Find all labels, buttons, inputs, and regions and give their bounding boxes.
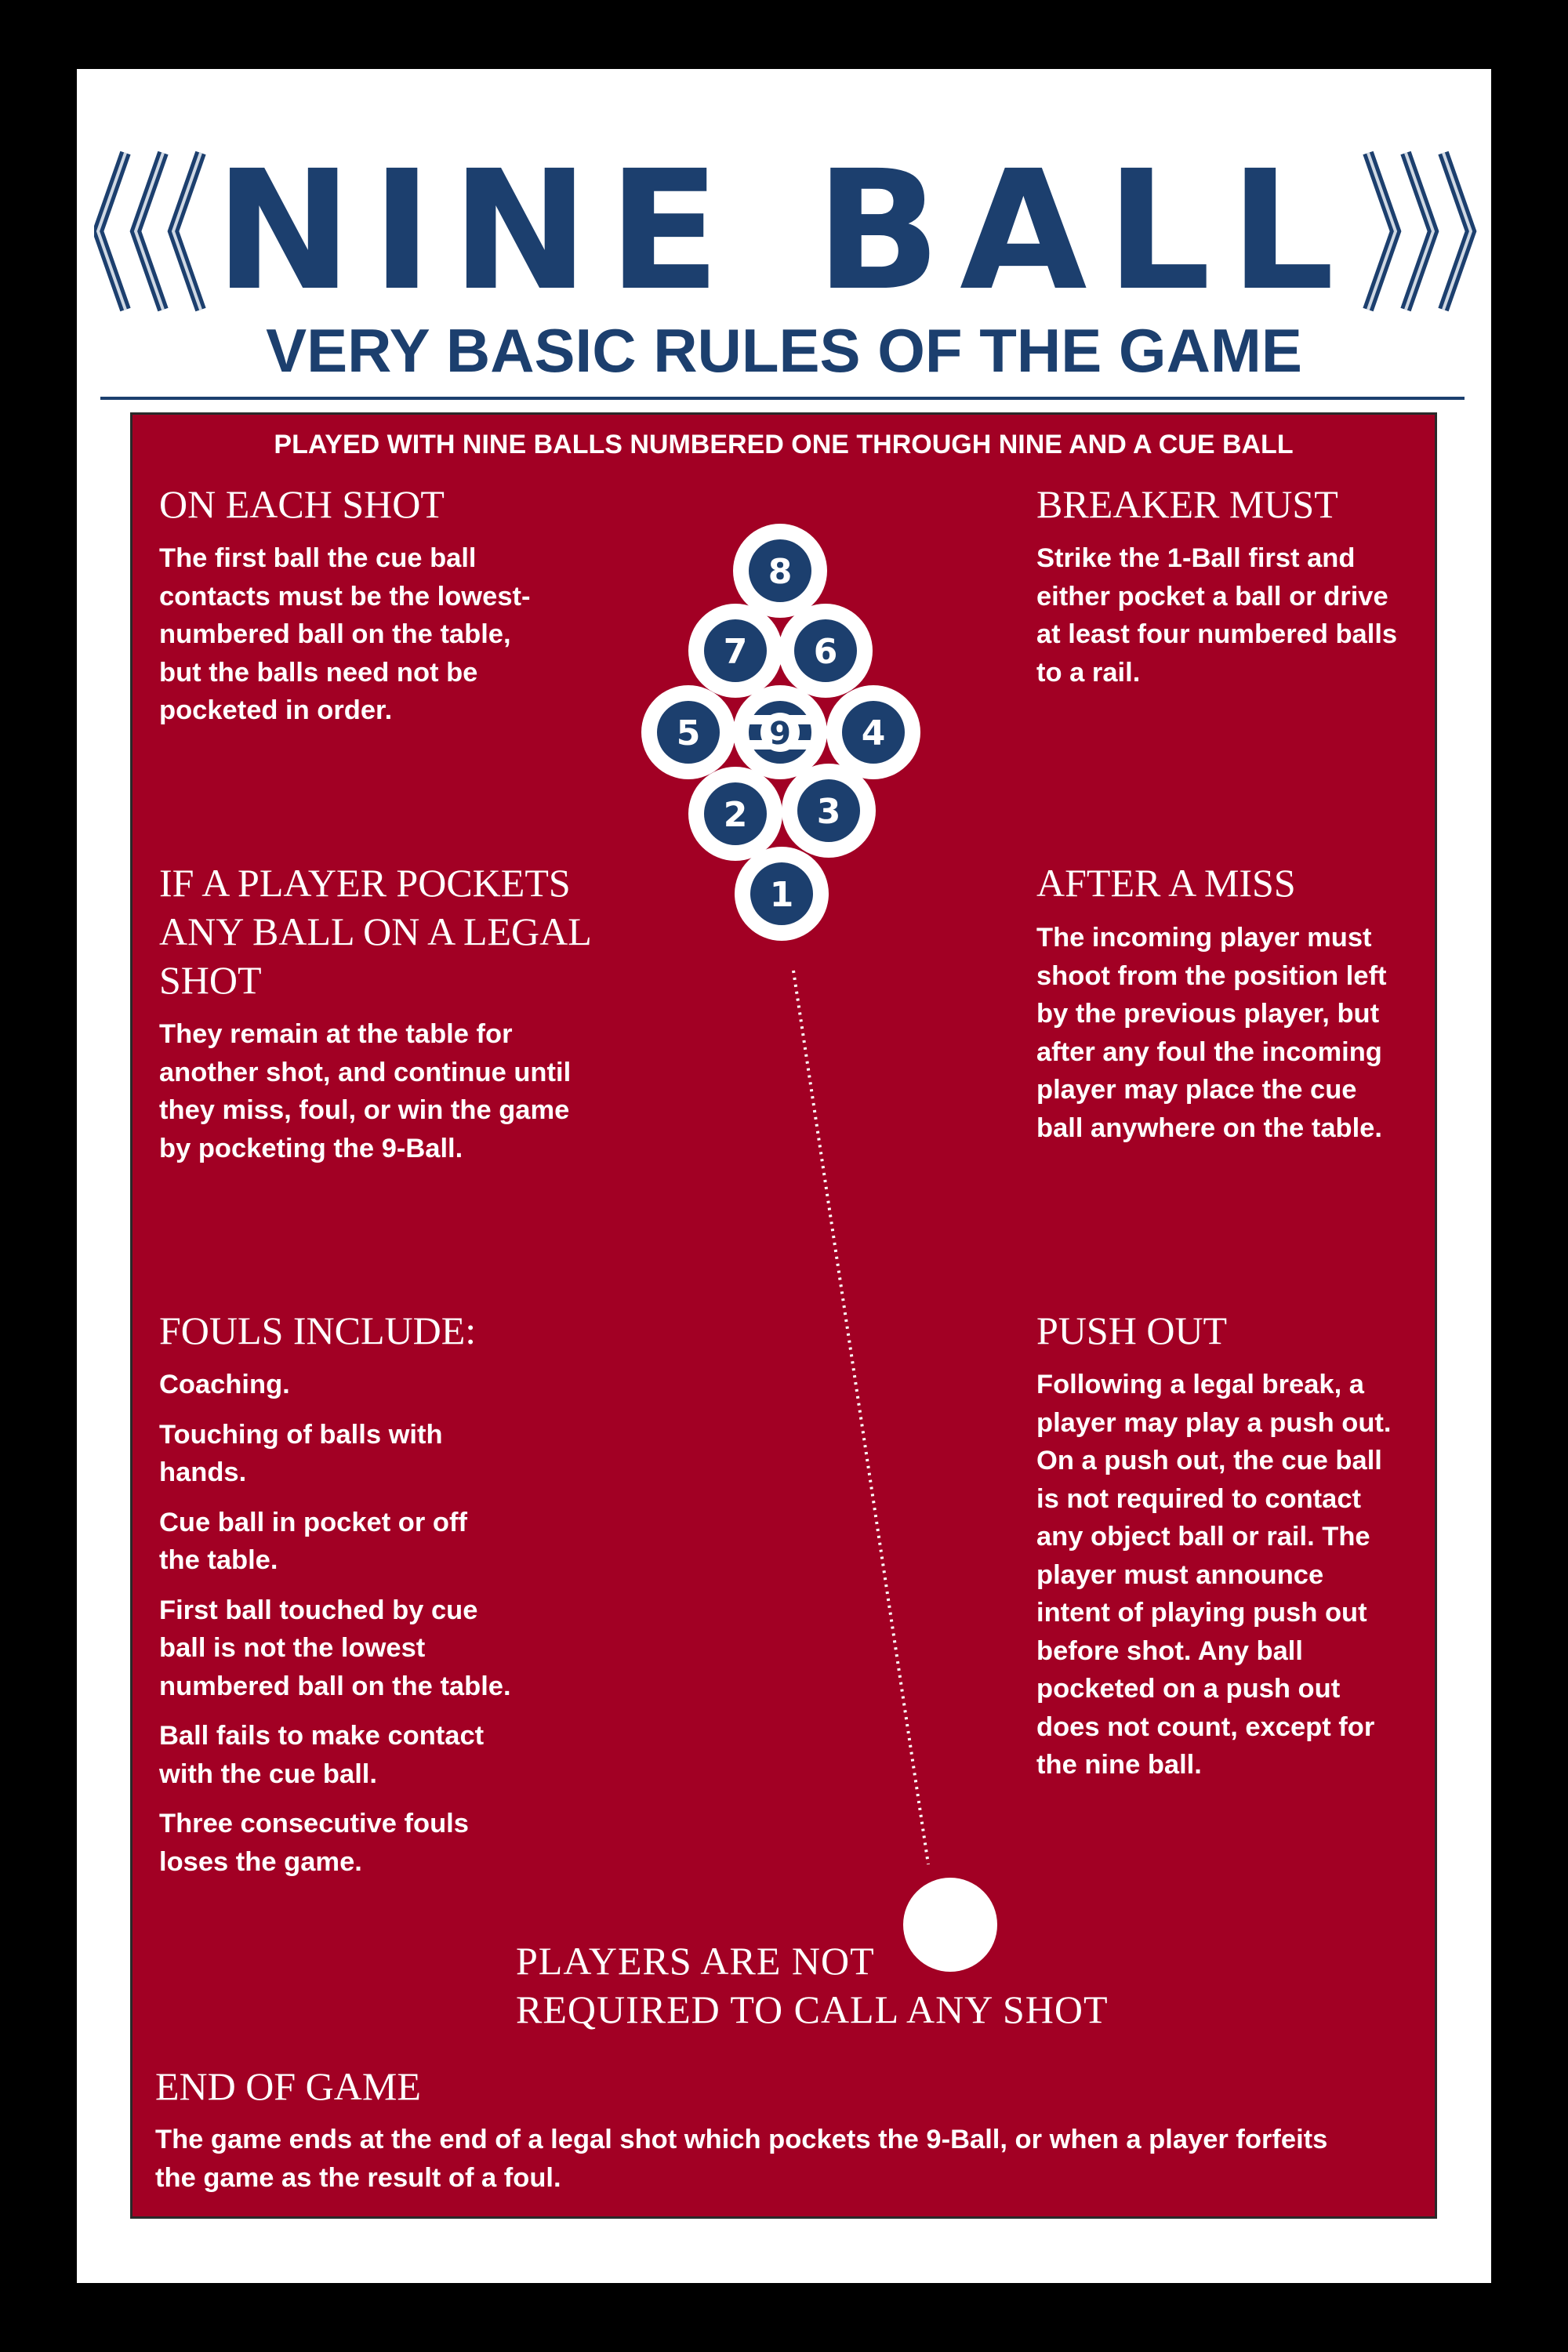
text-line: Ball fails to make contact <box>159 1721 485 1751</box>
rules-banner: PLAYED WITH NINE BALLS NUMBERED ONE THROUGH NINE AND A CUE BALL <box>274 430 1294 459</box>
section-heading-end-of-game: END OF GAME <box>155 2064 421 2108</box>
text-line: ball is not the lowest <box>159 1633 426 1663</box>
ball-2 <box>688 767 782 861</box>
text-line: First ball touched by cue <box>159 1595 478 1625</box>
page-title: NINE BALL <box>214 135 1354 327</box>
section-heading-breaker-must: BREAKER MUST <box>1036 482 1338 526</box>
ball-6 <box>779 604 873 698</box>
text-line: The game ends at the end of a legal shot which pockets the 9-Ball, or when a player forfeits <box>155 2125 1328 2154</box>
heading-line: IF A PLAYER POCKETS <box>159 861 571 905</box>
text-line: either pocket a ball or drive <box>1036 581 1388 612</box>
ball-number: 8 <box>768 552 793 592</box>
ball-number: 4 <box>861 713 886 753</box>
ball-number: 7 <box>723 632 748 672</box>
section-heading-fouls: FOULS INCLUDE: <box>159 1308 477 1352</box>
ball-number: 1 <box>769 875 794 915</box>
ball-5 <box>641 685 735 779</box>
ball-number: 6 <box>813 632 838 672</box>
heading-line: SHOT <box>159 958 262 1002</box>
ball-1 <box>735 847 829 941</box>
text-line: On a push out, the cue ball <box>1036 1446 1382 1475</box>
text-line: Following a legal break, a <box>1036 1370 1364 1399</box>
text-line: pocketed in order. <box>159 695 393 725</box>
text-line: the nine ball. <box>1036 1750 1202 1780</box>
text-line: Touching of balls with <box>159 1419 443 1450</box>
ball-number: 9 <box>769 716 791 752</box>
section-heading-after-miss: AFTER A MISS <box>1036 861 1296 905</box>
aim-line <box>793 971 928 1864</box>
text-line: is not required to contact <box>1036 1483 1362 1514</box>
text-line: Three consecutive fouls <box>159 1809 469 1838</box>
text-line: hands. <box>159 1457 247 1487</box>
text-line: at least four numbered balls <box>1036 619 1398 649</box>
ball-8 <box>733 524 827 618</box>
text-line: they miss, foul, or win the game <box>159 1095 570 1125</box>
text-line: the table. <box>159 1545 278 1575</box>
text-line: before shot. Any ball <box>1036 1635 1303 1666</box>
section-heading-push-out: PUSH OUT <box>1036 1308 1228 1352</box>
text-line: another shot, and continue until <box>159 1057 572 1087</box>
text-line: Strike the 1-Ball first and <box>1036 543 1356 573</box>
text-line: player must announce <box>1036 1559 1324 1590</box>
ball-7 <box>688 604 782 698</box>
text-line: They remain at the table for <box>159 1019 513 1049</box>
ball-number: 5 <box>676 713 701 753</box>
text-line: player may play a push out. <box>1036 1407 1392 1438</box>
text-line: The incoming player must <box>1036 923 1372 953</box>
text-line: but the balls need not be <box>159 657 478 688</box>
text-line: with the cue ball. <box>159 1759 377 1789</box>
ball-9 <box>733 685 827 779</box>
text-line: any object ball or rail. The <box>1036 1522 1370 1552</box>
ball-number: 2 <box>723 795 748 835</box>
text-line: does not count, except for <box>1036 1711 1375 1742</box>
text-line: Coaching. <box>159 1370 290 1399</box>
text-line: ball anywhere on the table. <box>1036 1112 1382 1143</box>
text-line: numbered ball on the table, <box>159 619 511 649</box>
text-line: pocketed on a push out <box>1036 1674 1341 1704</box>
page-subtitle: VERY BASIC RULES OF THE GAME <box>266 316 1302 385</box>
text-line: loses the game. <box>159 1846 362 1877</box>
text-line: contacts must be the lowest- <box>159 581 531 612</box>
cue-ball <box>903 1878 997 1972</box>
heading-line: ANY BALL ON A LEGAL <box>159 909 592 953</box>
text-line: by the previous player, but <box>1036 999 1380 1029</box>
text-line: intent of playing push out <box>1036 1598 1367 1628</box>
ball-3 <box>782 764 876 858</box>
section-heading-on-each-shot: ON EACH SHOT <box>159 482 445 526</box>
callout-line: PLAYERS ARE NOT <box>516 1939 875 1983</box>
text-line: the game as the result of a foul. <box>155 2162 561 2193</box>
text-line: after any foul the incoming <box>1036 1036 1382 1067</box>
callout-line: REQUIRED TO CALL ANY SHOT <box>516 1987 1109 2031</box>
ball-number: 3 <box>816 792 841 832</box>
text-line: by pocketing the 9-Ball. <box>159 1133 463 1163</box>
text-line: The first ball the cue ball <box>159 543 477 573</box>
text-line: Cue ball in pocket or off <box>159 1507 467 1537</box>
text-line: shoot from the position left <box>1036 960 1387 991</box>
text-line: player may place the cue <box>1036 1075 1357 1105</box>
text-line: to a rail. <box>1036 657 1141 688</box>
text-line: numbered ball on the table. <box>159 1671 511 1701</box>
